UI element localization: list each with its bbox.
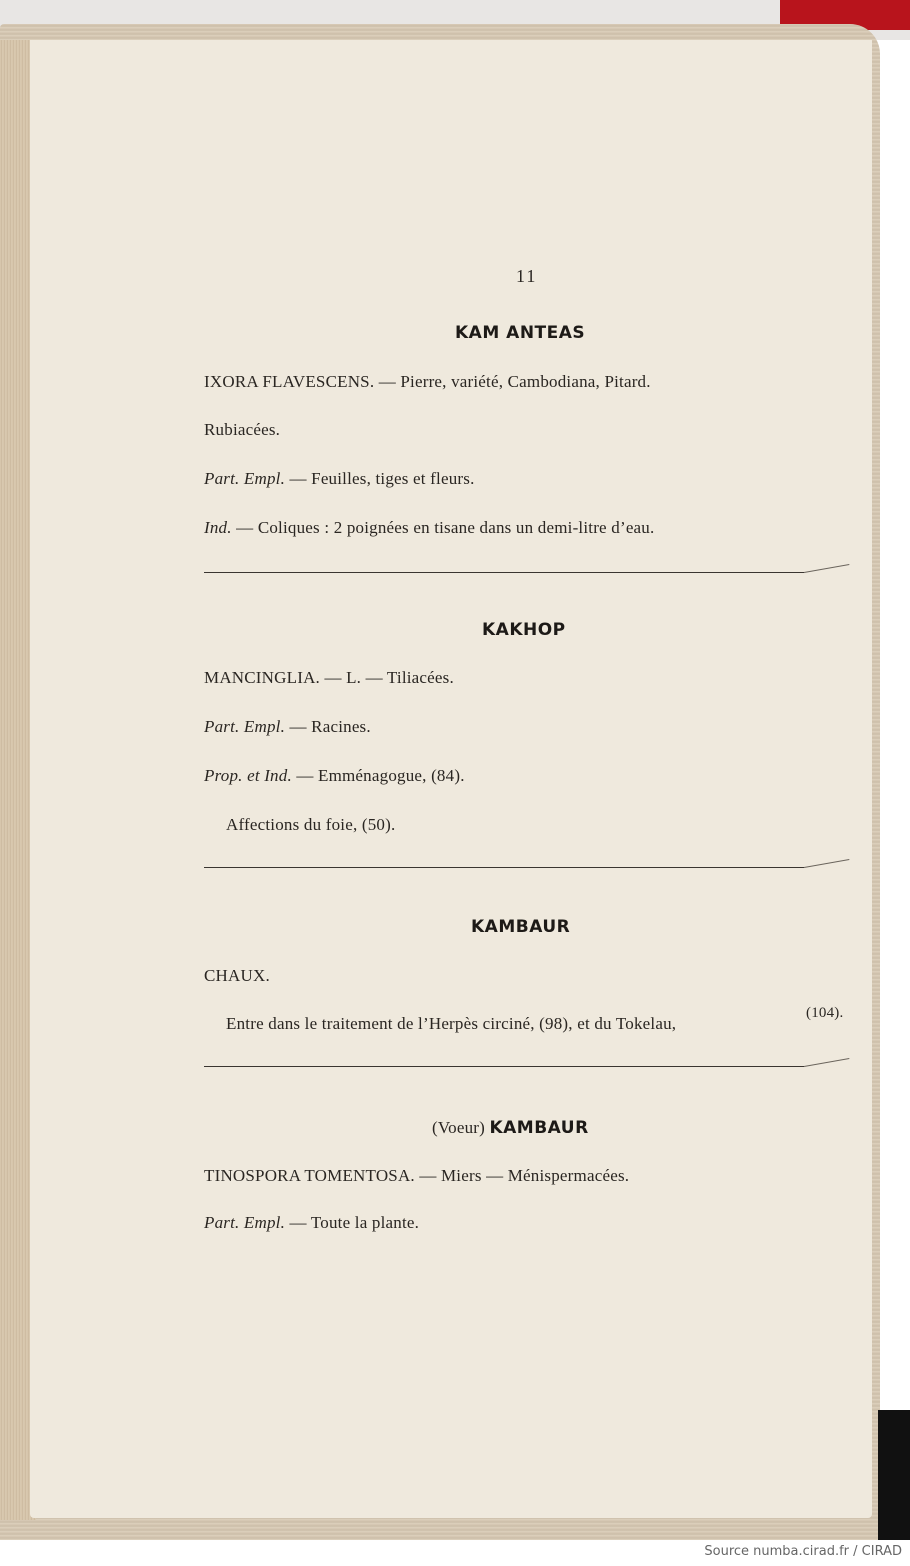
entry-label: Part. Empl. xyxy=(204,469,286,488)
entry-text: — Feuilles, tiges et fleurs. xyxy=(285,469,475,488)
section-divider xyxy=(204,867,804,868)
entry-properties xyxy=(204,766,465,786)
entry-affections: Affections du foie, (50). xyxy=(226,815,396,834)
entry-usage: Entre dans le traitement de l’Herpès circiné, (98), et du Tokelau, xyxy=(226,1014,677,1033)
section-heading-kakhop: KAKHOP xyxy=(482,620,566,640)
entry-text: — Emménagogue, (84). xyxy=(291,766,465,785)
entry-indications xyxy=(204,518,654,538)
heading-main: KAMBAUR xyxy=(489,1118,589,1138)
entry-label: Part. Empl. xyxy=(204,1213,286,1232)
scan-background-dark xyxy=(878,1410,910,1540)
entry-family: Rubiacées. xyxy=(204,420,281,439)
source-credit: Source numba.cirad.fr / CIRAD xyxy=(704,1544,902,1559)
section-heading-kambaur: KAMBAUR xyxy=(471,917,571,937)
entry-parts-used xyxy=(204,1213,419,1233)
entry-text: — Toute la plante. xyxy=(285,1213,420,1232)
heading-prefix: (Voeur) xyxy=(432,1118,486,1137)
entry-label: Prop. et Ind. xyxy=(204,766,292,785)
entry-parts-used xyxy=(204,469,475,489)
section-divider xyxy=(204,572,804,573)
entry-label: Part. Empl. xyxy=(204,717,286,736)
entry-label: Ind. xyxy=(204,518,232,537)
entry-text: — Coliques : 2 poignées en tisane dans un demi-litre d’eau. xyxy=(231,518,655,537)
entry-species: CHAUX. xyxy=(204,966,270,985)
section-divider xyxy=(204,1066,804,1067)
entry-text: — Racines. xyxy=(285,717,371,736)
page-number: 11 xyxy=(516,266,538,286)
section-heading-voeur-kambaur xyxy=(432,1118,589,1138)
entry-species: IXORA FLAVESCENS. — Pierre, variété, Cambodiana, Pitard. xyxy=(204,372,651,391)
section-heading-kam-anteas: KAM ANTEAS xyxy=(455,323,586,343)
entry-parts-used xyxy=(204,717,371,737)
entry-usage-reference: (104). xyxy=(806,1005,844,1021)
entry-species: MANCINGLIA. — L. — Tiliacées. xyxy=(204,668,454,687)
entry-species: TINOSPORA TOMENTOSA. — Miers — Ménispermacées. xyxy=(204,1166,630,1185)
